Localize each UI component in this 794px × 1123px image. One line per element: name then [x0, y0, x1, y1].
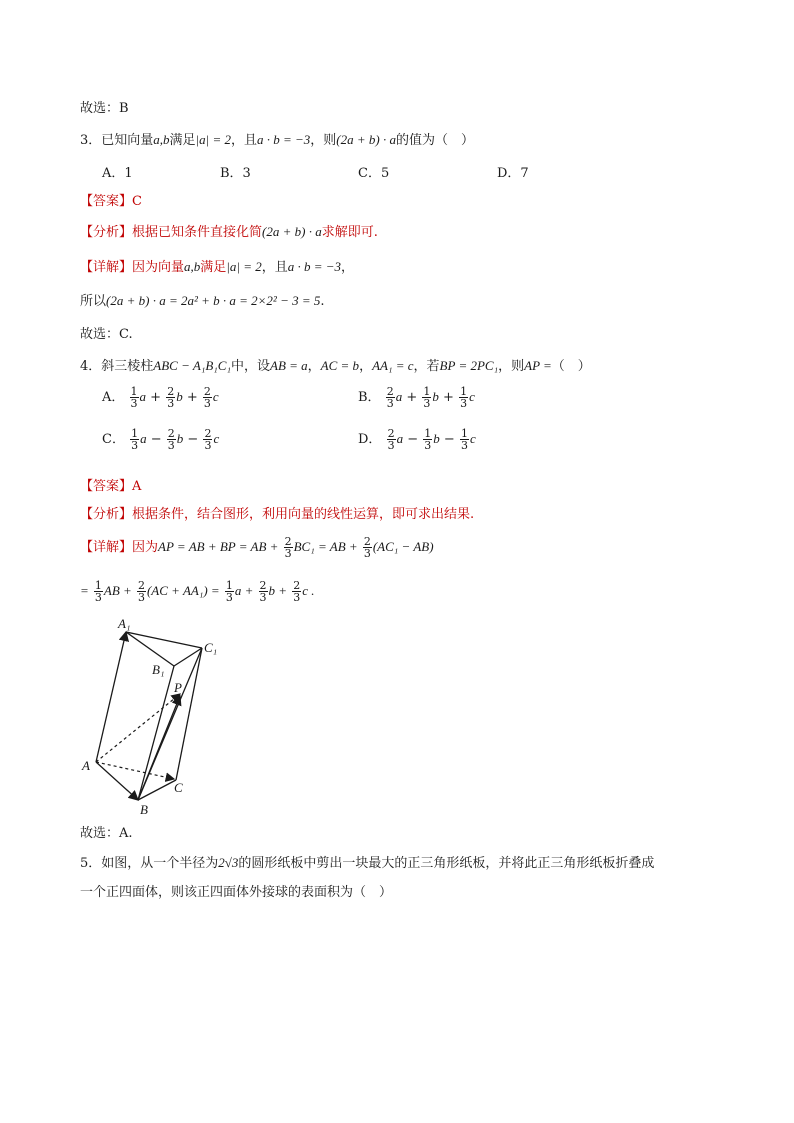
q3-detail-end: ， [341, 260, 355, 275]
q4-option-d [358, 428, 476, 451]
numerator: 2 [137, 579, 145, 592]
numerator: 2 [259, 579, 267, 592]
q3-cond-pre: 满足 [169, 133, 196, 148]
denominator: 3 [423, 397, 431, 410]
q4-stem-mid2: ，若 [413, 359, 440, 374]
q4-stem [80, 355, 591, 374]
q3-detail-pre: 因为向量 [132, 260, 185, 275]
denominator: 3 [137, 591, 145, 604]
q4-detail-frac1 [284, 536, 293, 559]
q3-detail-mid: 满足 [200, 260, 227, 275]
numerator: 1 [460, 385, 468, 398]
q4-option-d-letter: D． [358, 432, 382, 447]
edge-c-c1 [176, 648, 202, 780]
edge-a-c-dashed [96, 762, 174, 779]
q4-option-b-frac2 [422, 386, 431, 409]
numerator: 2 [386, 385, 394, 398]
q4-detail-expr3: (AC₁ − AB) [372, 539, 434, 554]
q4-eq-aa1: AA₁ = c [372, 358, 414, 373]
vector: b [432, 389, 439, 404]
q5-radius: 2√3 [218, 855, 239, 870]
vector: c [212, 389, 219, 404]
denominator: 3 [203, 397, 211, 410]
q5-line1-pre: 5．如图，从一个半径为 [80, 856, 219, 871]
prism-figure [70, 612, 240, 822]
q4-option-c-frac2 [167, 428, 176, 451]
q4-line2-e5: c . [302, 583, 315, 598]
q4-option-c-frac1 [130, 428, 139, 451]
q4-line2-eq: = [80, 583, 89, 598]
edge-b-c [138, 780, 176, 800]
denominator: 3 [387, 439, 395, 452]
q3-cond-abs: |a| = 2 [195, 132, 231, 147]
vector: b [433, 431, 440, 446]
q4-detail-line [80, 536, 434, 559]
numerator: 1 [130, 385, 138, 398]
vector: a [396, 431, 404, 446]
denominator: 3 [167, 397, 175, 410]
label-p: P [174, 680, 182, 695]
q4-option-b-letter: B． [358, 390, 381, 405]
vector: c [213, 431, 220, 446]
q4-choose: 故选：A. [80, 826, 133, 841]
q3-detail-vec: a,b [184, 259, 201, 274]
q4-option-c-frac3 [203, 428, 212, 451]
q3-dot: a · b = −3 [256, 132, 311, 147]
label-c: C [174, 780, 183, 795]
q4-analysis-tag: 【分析】 [80, 507, 133, 522]
q4-prism: ABC − A₁B₁C₁ [153, 358, 231, 373]
edge-b-b1 [138, 666, 174, 800]
numerator: 1 [460, 427, 468, 440]
denominator: 3 [284, 547, 292, 560]
q3-analysis-expr: (2a + b) · a [262, 224, 322, 239]
q4-eq-ap: AP = [524, 358, 552, 373]
vector: b [176, 431, 184, 446]
q3-option-d: D．7 [497, 166, 529, 181]
q4-line2-frac3 [225, 580, 234, 603]
q4-answer-line [80, 475, 141, 494]
label-c1: C₁ [204, 640, 218, 655]
q4-detail-expr1: AP = AB + BP = AB + [158, 539, 279, 554]
q3-analysis-post: 求解即可. [321, 225, 378, 240]
q3-detail-abs: |a| = 2 [226, 259, 262, 274]
q4-detail-tag: 【详解】 [80, 540, 133, 555]
q3-option-c: C．5 [358, 166, 390, 181]
numerator: 2 [293, 579, 301, 592]
q4-eq-ab: AB = a [270, 358, 308, 373]
q4-option-a-frac2 [166, 386, 175, 409]
label-b: B [140, 802, 148, 817]
q3-stem-prefix: 3．已知向量 [80, 133, 154, 148]
q4-option-a-letter: A． [102, 390, 125, 405]
q4-comma-2: ， [359, 359, 373, 374]
denominator: 3 [460, 397, 468, 410]
q4-eq-ac: AC = b [320, 358, 360, 373]
q4-option-b [358, 386, 475, 409]
q2-choose: 故选：B [80, 101, 129, 116]
q3-answer: C [132, 194, 142, 209]
q4-analysis-line [80, 503, 474, 522]
q3-analysis-tag: 【分析】 [80, 225, 133, 240]
sign: − [443, 432, 455, 447]
q3-option-b: B．3 [220, 166, 251, 181]
q4-detail-expr2: BC₁ = AB + [293, 539, 358, 554]
denominator: 3 [167, 439, 175, 452]
q4-detail-pre: 因为 [132, 540, 159, 555]
q3-vec-ab: a,b [153, 132, 170, 147]
q5-line2: 一个正四面体，则该正四面体外接球的表面积为（ ） [80, 885, 393, 900]
numerator: 2 [284, 535, 292, 548]
q3-so-expr: (2a + b) · a = 2a² + b · a = 2×2² − 3 = 5 [106, 293, 321, 308]
sign: + [406, 390, 418, 405]
numerator: 1 [131, 427, 139, 440]
vector: a [140, 431, 147, 446]
denominator: 3 [204, 439, 212, 452]
q5-line1 [80, 852, 654, 871]
q4-line2-frac5 [292, 580, 301, 603]
q4-option-d-frac2 [423, 428, 432, 451]
edge-a-b [96, 762, 138, 800]
q3-so-line [80, 290, 325, 309]
q3-answer-line [80, 190, 142, 209]
numerator: 2 [204, 427, 212, 440]
q4-answer: A [132, 479, 142, 494]
q3-stem [80, 129, 474, 148]
q4-stem-prefix: 4．斜三棱柱 [80, 359, 154, 374]
numerator: 1 [225, 579, 233, 592]
q3-detail-dot: a · b = −3 [287, 259, 342, 274]
q4-option-d-frac3 [460, 428, 469, 451]
numerator: 2 [203, 385, 211, 398]
q3-analysis-line [80, 221, 378, 240]
q4-analysis: 根据条件，结合图形，利用向量的线性运算，即可求出结果. [132, 507, 475, 522]
q4-stem-mid1: 中，设 [230, 359, 270, 374]
sign: − [407, 432, 419, 447]
q4-line2-e1: AB + [103, 583, 132, 598]
q4-line2-e2: (AC + AA₁) = [146, 583, 220, 598]
q3-ask-pre: ，则 [310, 133, 337, 148]
denominator: 3 [460, 439, 468, 452]
q4-stem-end: （ ） [551, 359, 591, 374]
q3-detail-tag: 【详解】 [80, 260, 133, 275]
numerator: 1 [94, 579, 102, 592]
numerator: 2 [363, 535, 371, 548]
q3-detail-line [80, 256, 354, 275]
numerator: 2 [167, 385, 175, 398]
denominator: 3 [130, 397, 138, 410]
label-b1: B₁ [152, 662, 165, 677]
q3-expr: (2a + b) · a [336, 132, 396, 147]
q4-detail-frac2 [363, 536, 372, 559]
sign: − [150, 432, 162, 447]
denominator: 3 [131, 439, 139, 452]
sign: − [187, 432, 199, 447]
denominator: 3 [259, 591, 267, 604]
label-a: A [82, 758, 90, 773]
q4-option-b-frac3 [459, 386, 468, 409]
q4-line2-frac2 [137, 580, 146, 603]
sign: + [150, 390, 162, 405]
q4-answer-tag: 【答案】 [80, 479, 133, 494]
q3-so-end: . [320, 294, 325, 309]
q4-detail-line2 [80, 580, 314, 603]
denominator: 3 [94, 591, 102, 604]
q4-option-c-letter: C． [102, 432, 125, 447]
q3-cond2-pre: ，且 [230, 133, 257, 148]
vector: c [469, 431, 476, 446]
q3-choose: 故选：C. [80, 327, 133, 342]
numerator: 1 [424, 427, 432, 440]
q3-answer-tag: 【答案】 [80, 194, 133, 209]
q4-option-d-frac1 [387, 428, 396, 451]
q4-option-c [102, 428, 219, 451]
q4-option-a-frac3 [203, 386, 212, 409]
q4-comma-1: ， [307, 359, 321, 374]
q3-ask-post: 的值为（ ） [395, 133, 474, 148]
numerator: 1 [423, 385, 431, 398]
sign: + [443, 390, 454, 405]
q3-detail-and: ，且 [261, 260, 288, 275]
denominator: 3 [424, 439, 432, 452]
denominator: 3 [293, 591, 301, 604]
q4-option-a [102, 386, 219, 409]
q4-line2-frac4 [259, 580, 268, 603]
q4-line2-e4: b + [268, 583, 288, 598]
q4-option-a-frac1 [130, 386, 139, 409]
vector: a [139, 389, 147, 404]
vector: a [395, 389, 403, 404]
q3-so-pre: 所以 [80, 294, 107, 309]
q5-line1-post: 的圆形纸板中剪出一块最大的正三角形纸板，并将此正三角形纸板折叠成 [238, 856, 655, 871]
numerator: 2 [167, 427, 175, 440]
sign: + [186, 390, 198, 405]
vector: c [469, 389, 475, 404]
q4-option-b-frac1 [386, 386, 395, 409]
numerator: 2 [387, 427, 395, 440]
q4-line2-frac1 [94, 580, 103, 603]
denominator: 3 [386, 397, 394, 410]
q4-line2-e3: a + [234, 583, 254, 598]
q4-stem-mid3: ，则 [498, 359, 525, 374]
q4-eq-bp: BP = 2PC₁ [439, 358, 499, 373]
label-a1: A₁ [118, 616, 131, 631]
q3-analysis-pre: 根据已知条件直接化简 [132, 225, 263, 240]
q3-option-a: A．1 [102, 166, 133, 181]
edge-a-a1 [96, 632, 126, 762]
denominator: 3 [225, 591, 233, 604]
vector: b [176, 389, 183, 404]
denominator: 3 [363, 547, 371, 560]
